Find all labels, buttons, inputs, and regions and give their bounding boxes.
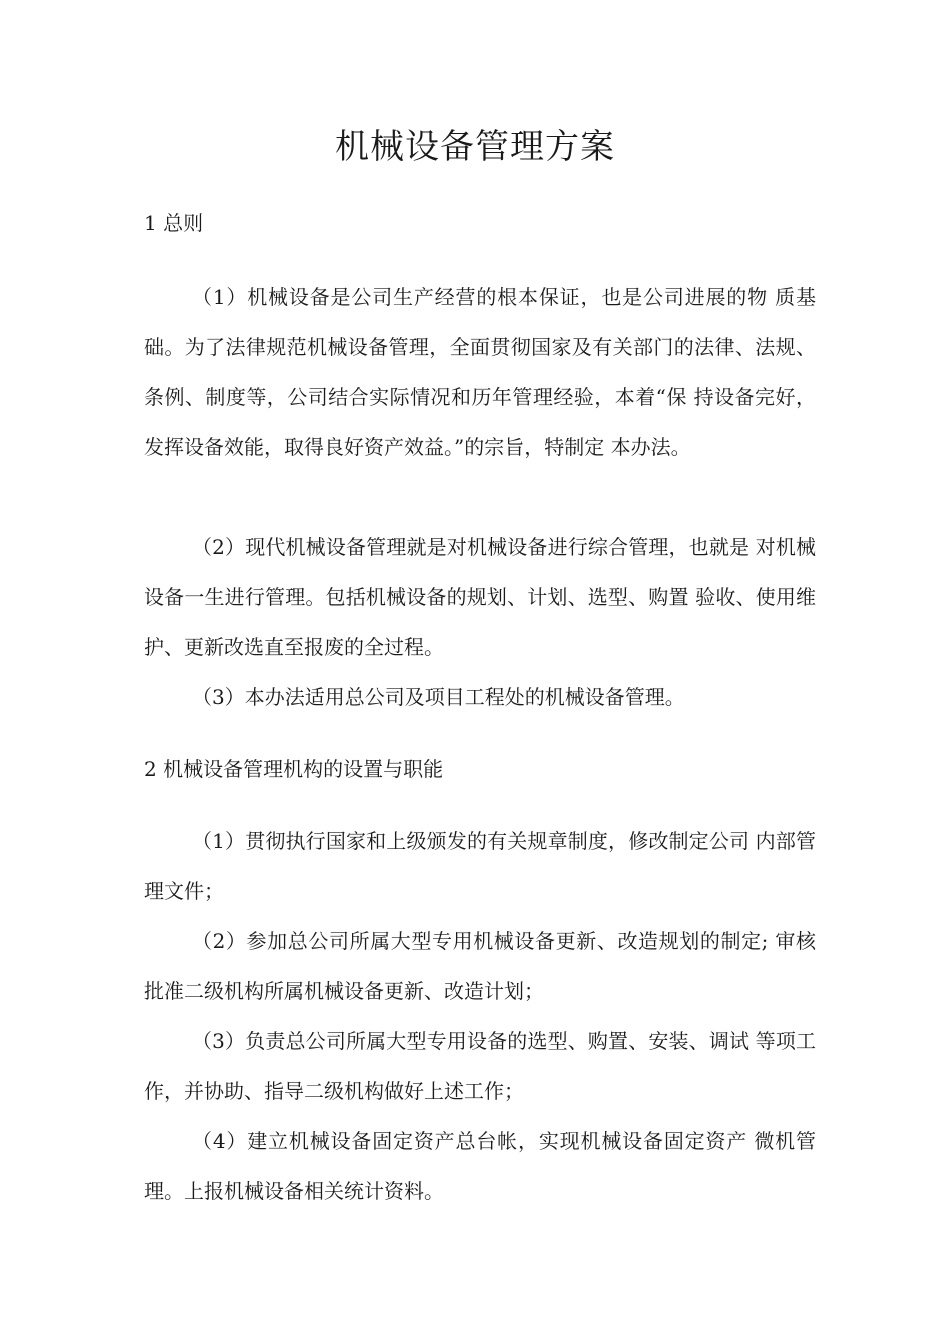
paragraph: （2）现代机械设备管理就是对机械设备进行综合管理，也就是 对机械设备一生进行管理。包括机械设备的规划、计划、选型、购置 验收、使用维护、更新改选直至报废的全过程。 bbox=[144, 535, 816, 659]
paragraph: （3）负责总公司所属大型专用设备的选型、购置、安装、调试 等项工作，并协助、指导二级机构做好上述工作； bbox=[144, 1029, 816, 1103]
section-heading-general: 1 总则 bbox=[144, 211, 204, 235]
paragraph: （1）贯彻执行国家和上级颁发的有关规章制度，修改制定公司 内部管理文件； bbox=[144, 829, 816, 903]
paragraph: （1）机械设备是公司生产经营的根本保证，也是公司进展的物 质基础。为了法律规范机械设备管理，全面贯彻国家及有关部门的法律、法规、条例、制度等，公司结合实际情况和历年管理经验，本着“保 持设备完好，发挥设备效能，取得良好资产效益。”的宗旨，特制定 本办法。 bbox=[144, 285, 816, 459]
paragraph: （4）建立机械设备固定资产总台帐，实现机械设备固定资产 微机管理。上报机械设备相关统计资料。 bbox=[144, 1129, 816, 1203]
paragraph: （2）参加总公司所属大型专用机械设备更新、改造规划的制定; 审核批准二级机构所属机械设备更新、改造计划； bbox=[144, 929, 816, 1003]
paragraph: （3）本办法适用总公司及项目工程处的机械设备管理。 bbox=[192, 685, 685, 709]
section-heading-organization: 2 机械设备管理机构的设置与职能 bbox=[144, 757, 444, 781]
document-title: 机械设备管理方案 bbox=[335, 127, 615, 167]
